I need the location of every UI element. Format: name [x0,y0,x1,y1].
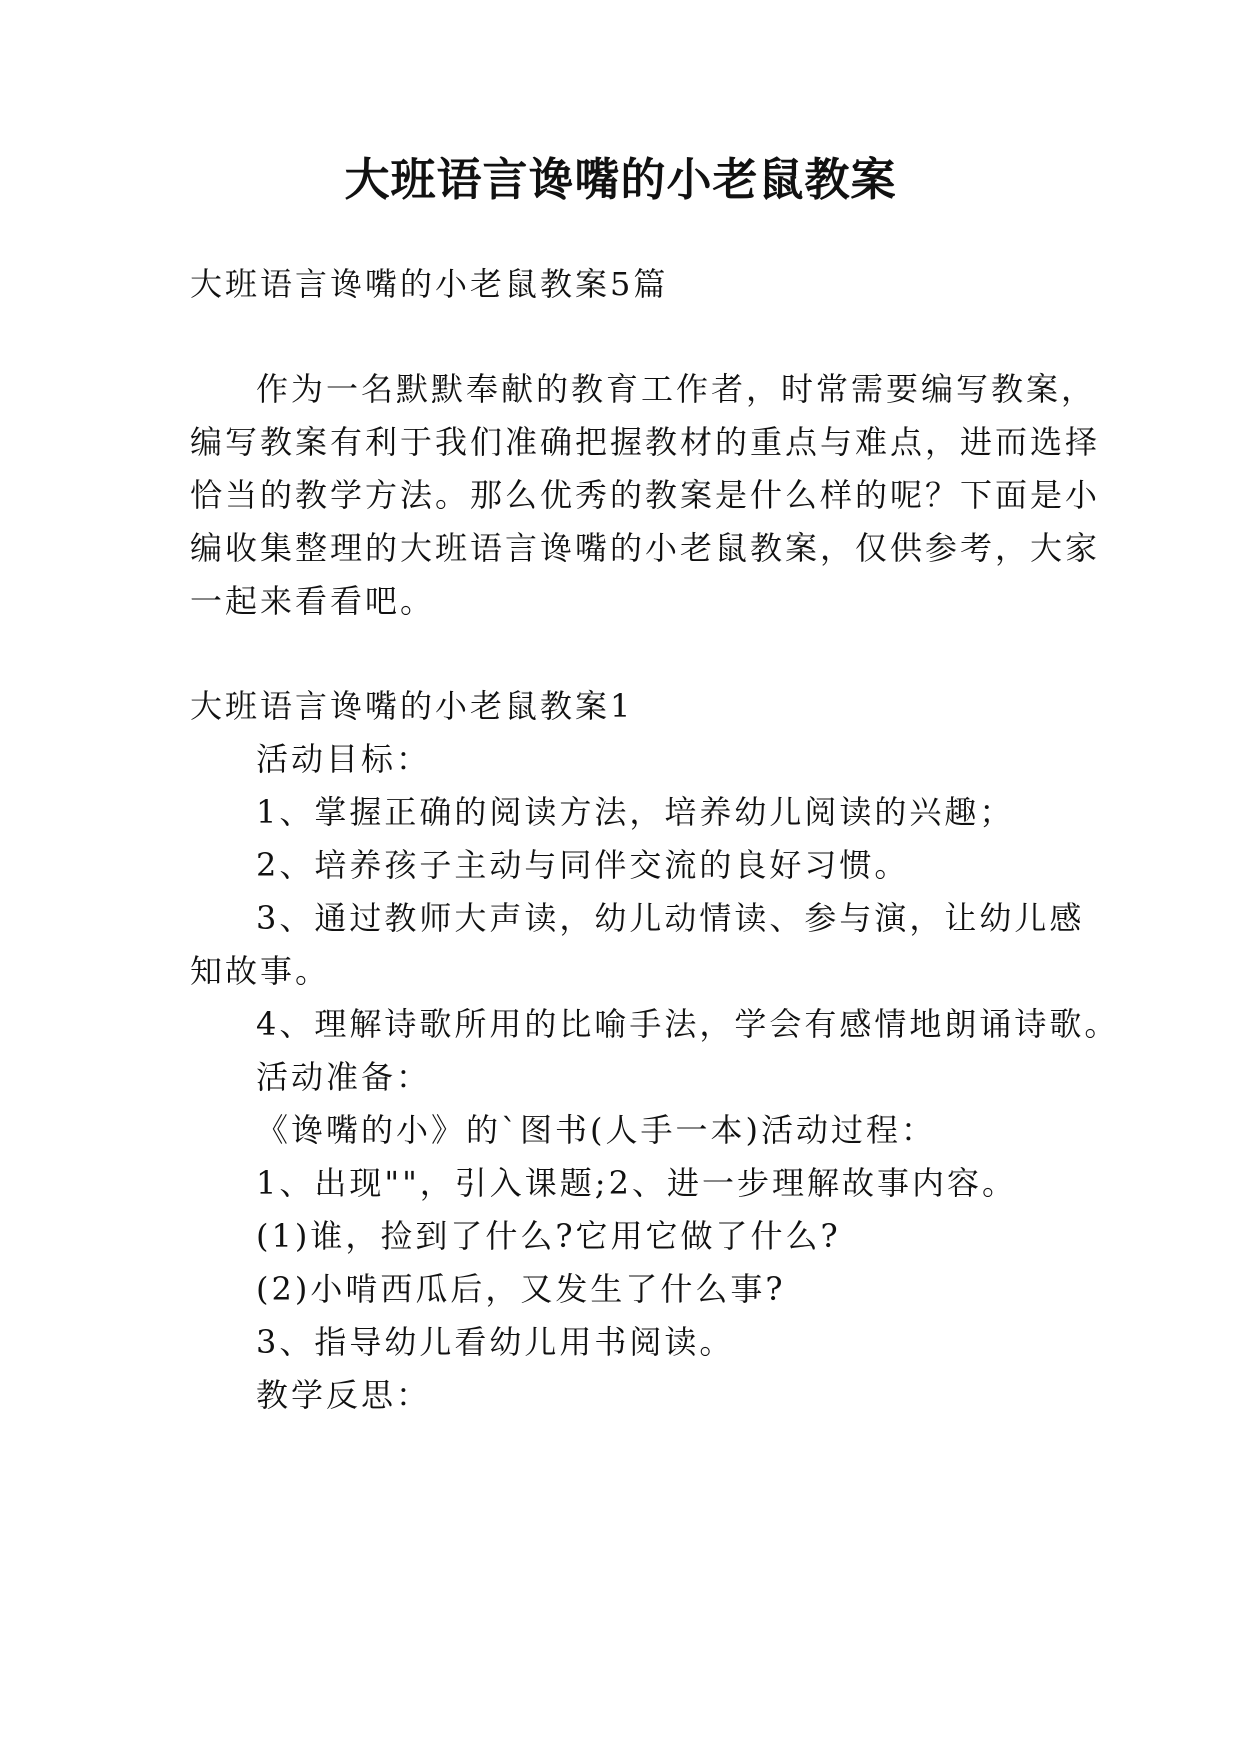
goal-item-3-cont: 知故事。 [190,952,331,990]
prep-line-1: 《谗嘴的小》的`图书(人手一本)活动过程： [256,1111,936,1149]
intro-line-3: 恰当的教学方法。那么优秀的教案是什么样的呢？下面是小 [190,476,1101,514]
intro-line-2: 编写教案有利于我们准确把握教材的重点与难点，进而选择 [190,423,1101,461]
section-heading: 大班语言谗嘴的小老鼠教案1 [190,687,634,725]
goal-item-3: 3、通过教师大声读，幼儿动情读、参与演，让幼儿感 [256,899,1085,937]
goal-item-2: 2、培养孩子主动与同伴交流的良好习惯。 [256,846,910,884]
prep-heading: 活动准备： [256,1058,432,1096]
prep-line-3: (1)谁，捡到了什么?它用它做了什么? [256,1217,841,1255]
prep-line-2: 1、出现""，引入课题;2、进一步理解故事内容。 [256,1164,1017,1202]
reflection-heading: 教学反思： [256,1376,432,1414]
intro-line-4: 编收集整理的大班语言谗嘴的小老鼠教案，仅供参考，大家 [190,529,1101,567]
document-subtitle: 大班语言谗嘴的小老鼠教案5篇 [190,265,669,303]
prep-line-4: (2)小啃西瓜后，又发生了什么事? [256,1270,786,1308]
intro-line-5: 一起来看看吧。 [190,582,436,620]
goal-heading: 活动目标： [256,740,432,778]
intro-line-1: 作为一名默默奉献的教育工作者，时常需要编写教案， [256,370,1097,408]
document-title: 大班语言谗嘴的小老鼠教案 [344,153,897,206]
prep-line-5: 3、指导幼儿看幼儿用书阅读。 [256,1323,735,1361]
goal-item-4: 4、理解诗歌所用的比喻手法，学会有感情地朗诵诗歌。 [256,1005,1120,1043]
goal-item-1: 1、掌握正确的阅读方法，培养幼儿阅读的兴趣； [256,793,1015,831]
